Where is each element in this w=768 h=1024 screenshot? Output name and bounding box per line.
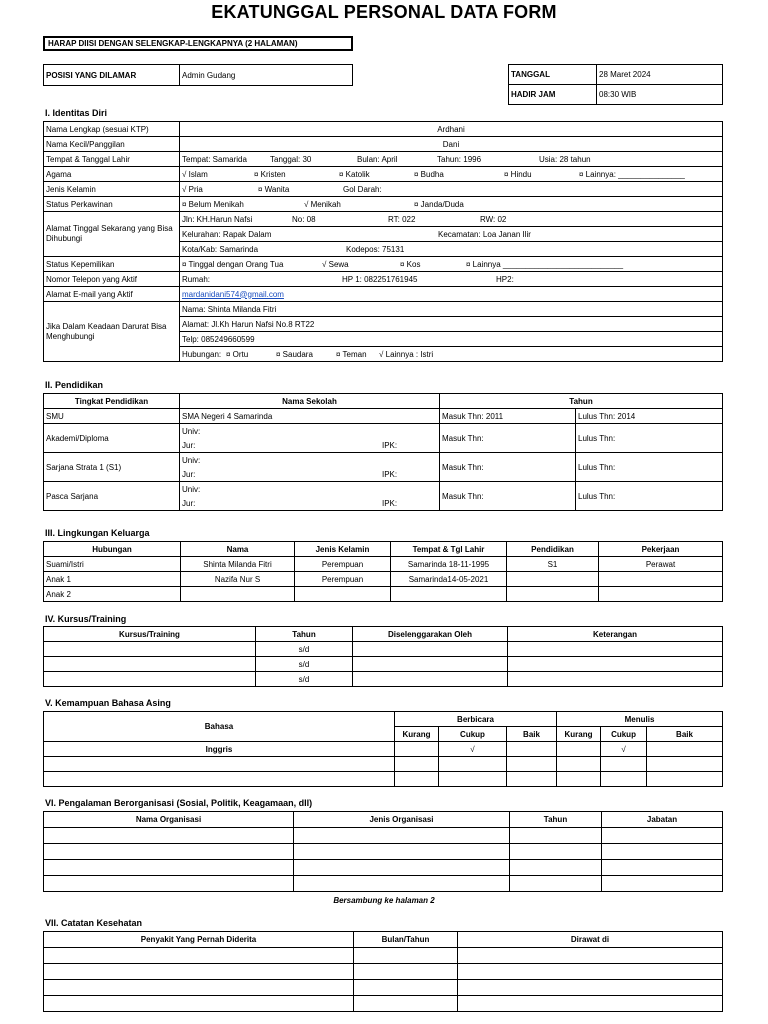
cell[interactable] <box>44 876 294 892</box>
speaking-header: Berbicara <box>395 712 557 727</box>
training-organizer[interactable] <box>353 672 508 687</box>
cell[interactable] <box>458 964 723 980</box>
training-year[interactable]: s/d <box>256 672 353 687</box>
cell[interactable] <box>44 844 294 860</box>
gpa-label: IPK: <box>382 440 398 450</box>
table-row <box>44 948 723 964</box>
family-gender[interactable] <box>295 587 391 602</box>
level-header: Cukup <box>439 727 507 742</box>
education-level-masters: Pasca Sarjana <box>44 482 180 511</box>
religion-label: Agama <box>44 167 180 182</box>
education-header-school: Nama Sekolah <box>180 394 440 409</box>
cell[interactable] <box>44 964 354 980</box>
language-name[interactable] <box>44 757 395 772</box>
date-table <box>508 64 723 105</box>
family-header: Nama <box>181 542 295 557</box>
family-education[interactable]: S1 <box>507 557 599 572</box>
nickname-label: Nama Kecil/Panggilan <box>44 137 180 152</box>
address-label: Alamat Tinggal Sekarang yang Bisa Dihubungi <box>44 212 180 257</box>
cell[interactable] <box>510 844 602 860</box>
cell[interactable] <box>294 844 510 860</box>
family-education[interactable] <box>507 587 599 602</box>
family-header: Tempat & Tgl Lahir <box>391 542 507 557</box>
email-label: Alamat E-mail yang Aktif <box>44 287 180 302</box>
form-title: EKATUNGGAL PERSONAL DATA FORM <box>211 2 557 22</box>
cell[interactable] <box>458 948 723 964</box>
cell[interactable] <box>354 948 458 964</box>
training-name[interactable] <box>44 657 256 672</box>
age: Usia: 28 tahun <box>539 154 591 164</box>
section-training-heading: IV. Kursus/Training <box>45 614 127 624</box>
education-univ[interactable]: Univ: <box>180 424 440 439</box>
table-row <box>44 860 723 876</box>
education-univ[interactable]: Univ: <box>180 453 440 468</box>
education-entry[interactable]: Masuk Thn: <box>440 453 576 482</box>
section-family-heading: III. Lingkungan Keluarga <box>45 528 150 538</box>
mobile-phone-2: HP2: <box>496 274 514 284</box>
training-organizer[interactable] <box>353 657 508 672</box>
speaking-baik[interactable] <box>507 742 557 757</box>
family-name[interactable]: Shinta Milanda Fitri <box>181 557 295 572</box>
cell[interactable] <box>602 828 723 844</box>
cell[interactable] <box>557 772 601 787</box>
birth-label: Tempat & Tanggal Lahir <box>44 152 180 167</box>
cell[interactable] <box>458 996 723 1012</box>
cell[interactable] <box>44 860 294 876</box>
email-link[interactable]: mardanidani574@gmail.com <box>182 289 284 299</box>
table-row <box>44 642 723 657</box>
level-header: Cukup <box>601 727 647 742</box>
family-header: Jenis Kelamin <box>295 542 391 557</box>
cell[interactable] <box>507 772 557 787</box>
gender-option[interactable]: ¤ Wanita <box>258 184 290 194</box>
birth-place: Tempat: Samarida <box>182 154 247 164</box>
ownership-option[interactable]: ¤ Kos <box>400 259 421 269</box>
address-line-1[interactable] <box>180 212 723 227</box>
position-table <box>43 64 353 86</box>
family-gender[interactable]: Perempuan <box>295 557 391 572</box>
health-table <box>43 931 723 1012</box>
cell[interactable] <box>354 980 458 996</box>
education-entry[interactable]: Masuk Thn: <box>440 482 576 511</box>
education-header-level: Tingkat Pendidikan <box>44 394 180 409</box>
instruction-box <box>43 36 353 51</box>
education-major[interactable] <box>180 438 440 453</box>
cell[interactable] <box>601 757 647 772</box>
date-value[interactable]: 28 Maret 2024 <box>597 65 723 85</box>
language-header: Bahasa <box>44 712 395 742</box>
table-row <box>44 587 723 602</box>
family-birth[interactable] <box>391 587 507 602</box>
rw: RW: 02 <box>480 214 507 224</box>
table-row <box>44 996 723 1012</box>
cell[interactable] <box>647 772 723 787</box>
kelurahan: Kelurahan: Rapak Dalam <box>182 229 272 239</box>
health-header: Dirawat di <box>458 932 723 948</box>
gender-label: Jenis Kelamin <box>44 182 180 197</box>
table-row <box>44 657 723 672</box>
table-row <box>44 772 723 787</box>
cell[interactable] <box>510 860 602 876</box>
relation-option[interactable]: ¤ Saudara <box>276 349 313 359</box>
cell[interactable] <box>44 828 294 844</box>
cell[interactable] <box>44 948 354 964</box>
emergency-address[interactable]: Alamat: Jl.Kh Harun Nafsi No.8 RT22 <box>180 317 723 332</box>
family-birth[interactable]: Samarinda 18-11-1995 <box>391 557 507 572</box>
family-relation: Suami/Istri <box>44 557 181 572</box>
education-header-year: Tahun <box>440 394 723 409</box>
family-occupation[interactable] <box>599 572 723 587</box>
training-organizer[interactable] <box>353 642 508 657</box>
family-occupation[interactable]: Perawat <box>599 557 723 572</box>
family-education[interactable] <box>507 572 599 587</box>
ownership-option[interactable]: ¤ Lainnya ___________________________ <box>466 259 624 269</box>
organization-header: Tahun <box>510 812 602 828</box>
ownership-options[interactable] <box>180 257 723 272</box>
family-gender[interactable]: Perempuan <box>295 572 391 587</box>
family-relation: Anak 1 <box>44 572 181 587</box>
writing-baik[interactable] <box>647 742 723 757</box>
marital-options[interactable] <box>180 197 723 212</box>
training-notes[interactable] <box>508 657 723 672</box>
writing-cukup-check[interactable]: √ <box>601 742 647 757</box>
training-table <box>43 626 723 687</box>
rt: RT: 022 <box>388 214 416 224</box>
emergency-phone[interactable]: Telp: 085249660599 <box>180 332 723 347</box>
section-health-heading: VII. Catatan Kesehatan <box>45 918 143 928</box>
level-header: Baik <box>507 727 557 742</box>
cell[interactable] <box>439 772 507 787</box>
cell[interactable] <box>601 772 647 787</box>
table-row <box>44 557 723 572</box>
religion-option[interactable]: ¤ Kristen <box>254 169 286 179</box>
section-organization-heading: VI. Pengalaman Berorganisasi (Sosial, Politik, Keagamaan, dll) <box>45 798 313 808</box>
phone-label: Nomor Telepon yang Aktif <box>44 272 180 287</box>
table-row <box>44 964 723 980</box>
gender-option[interactable]: √ Pria <box>182 184 203 194</box>
education-entry-smu[interactable]: Masuk Thn: 2011 <box>440 409 576 424</box>
training-notes[interactable] <box>508 642 723 657</box>
training-header: Keterangan <box>508 627 723 642</box>
section-education-heading: II. Pendidikan <box>45 380 104 390</box>
organization-header: Jenis Organisasi <box>294 812 510 828</box>
marital-label: Status Perkawinan <box>44 197 180 212</box>
major-label: Jur: <box>182 469 196 479</box>
street: Jln: KH.Harun Nafsi <box>182 214 253 224</box>
education-table <box>43 393 723 511</box>
major-label: Jur: <box>182 498 196 508</box>
table-row <box>44 672 723 687</box>
cell[interactable] <box>602 844 723 860</box>
family-header: Hubungan <box>44 542 181 557</box>
language-table <box>43 711 723 787</box>
religion-option[interactable]: ¤ Katolik <box>339 169 370 179</box>
training-name[interactable] <box>44 672 256 687</box>
speaking-cukup-check[interactable]: √ <box>439 742 507 757</box>
religion-option[interactable]: ¤ Hindu <box>504 169 532 179</box>
education-major[interactable] <box>180 467 440 482</box>
cell[interactable] <box>44 980 354 996</box>
cell[interactable] <box>294 860 510 876</box>
date-label: TANGGAL <box>509 65 597 85</box>
family-header: Pekerjaan <box>599 542 723 557</box>
marital-option[interactable]: √ Menikah <box>304 199 341 209</box>
emergency-name[interactable]: Nama: Shinta Milanda Fitri <box>180 302 723 317</box>
address-line-3[interactable] <box>180 242 723 257</box>
family-name[interactable]: Nazifa Nur S <box>181 572 295 587</box>
education-school-smu[interactable]: SMA Negeri 4 Samarinda <box>180 409 440 424</box>
cell[interactable] <box>354 996 458 1012</box>
house-number: No: 08 <box>292 214 316 224</box>
writing-kurang[interactable] <box>557 742 601 757</box>
table-row <box>44 757 723 772</box>
cell[interactable] <box>44 996 354 1012</box>
level-header: Baik <box>647 727 723 742</box>
family-occupation[interactable] <box>599 587 723 602</box>
health-header: Penyakit Yang Pernah Diderita <box>44 932 354 948</box>
family-name[interactable] <box>181 587 295 602</box>
relation-option[interactable]: √ Lainnya : Istri <box>379 349 434 359</box>
cell[interactable] <box>354 964 458 980</box>
level-header: Kurang <box>395 727 439 742</box>
training-header: Kursus/Training <box>44 627 256 642</box>
relation-option[interactable]: ¤ Ortu <box>226 349 249 359</box>
cell[interactable] <box>395 772 439 787</box>
cell[interactable] <box>510 828 602 844</box>
table-row <box>44 828 723 844</box>
training-year[interactable]: s/d <box>256 657 353 672</box>
training-name[interactable] <box>44 642 256 657</box>
cell[interactable] <box>602 876 723 892</box>
training-header: Diselenggarakan Oleh <box>353 627 508 642</box>
ownership-option[interactable]: √ Sewa <box>322 259 349 269</box>
birth-month: Bulan: April <box>357 154 398 164</box>
training-year[interactable]: s/d <box>256 642 353 657</box>
education-level-s1: Sarjana Strata 1 (S1) <box>44 453 180 482</box>
family-header: Pendidikan <box>507 542 599 557</box>
nickname-value[interactable]: Dani <box>180 137 723 152</box>
gpa-label: IPK: <box>382 498 398 508</box>
writing-header: Menulis <box>557 712 723 727</box>
cell[interactable] <box>507 757 557 772</box>
cell[interactable] <box>557 757 601 772</box>
arrival-value[interactable]: 08:30 WIB <box>597 85 723 105</box>
religion-option[interactable]: ¤ Budha <box>414 169 444 179</box>
marital-option[interactable]: ¤ Janda/Duda <box>414 199 464 209</box>
full-name-value[interactable]: Ardhani <box>180 122 723 137</box>
relation-label: Hubungan: <box>182 349 222 359</box>
full-name-label: Nama Lengkap (sesuai KTP) <box>44 122 180 137</box>
education-level-diploma: Akademi/Diploma <box>44 424 180 453</box>
table-row <box>44 572 723 587</box>
instruction-text: HARAP DIISI DENGAN SELENGKAP-LENGKAPNYA (2 HALAMAN) <box>48 39 298 48</box>
cell[interactable] <box>602 860 723 876</box>
position-label: POSISI YANG DILAMAR <box>44 65 180 86</box>
postal-code: Kodepos: 75131 <box>346 244 405 254</box>
emergency-relation[interactable] <box>180 347 723 362</box>
kecamatan: Kecamatan: Loa Janan Ilir <box>438 229 531 239</box>
education-grad[interactable]: Lulus Thn: <box>576 424 723 453</box>
health-header: Bulan/Tahun <box>354 932 458 948</box>
cell[interactable] <box>439 757 507 772</box>
email-cell[interactable] <box>180 287 723 302</box>
phone-values[interactable] <box>180 272 723 287</box>
continued-note: Bersambung ke halaman 2 <box>333 896 435 905</box>
education-entry[interactable]: Masuk Thn: <box>440 424 576 453</box>
home-phone: Rumah: <box>182 274 211 284</box>
gender-options[interactable] <box>180 182 723 197</box>
organization-header: Nama Organisasi <box>44 812 294 828</box>
education-grad-smu[interactable]: Lulus Thn: 2014 <box>576 409 723 424</box>
birth-year: Tahun: 1996 <box>437 154 482 164</box>
cell[interactable] <box>647 757 723 772</box>
language-name[interactable] <box>44 772 395 787</box>
training-header: Tahun <box>256 627 353 642</box>
ownership-label: Status Kepemilikan <box>44 257 180 272</box>
organization-table <box>43 811 723 892</box>
education-grad[interactable]: Lulus Thn: <box>576 453 723 482</box>
major-label: Jur: <box>182 440 196 450</box>
address-line-2[interactable] <box>180 227 723 242</box>
table-row <box>44 742 723 757</box>
family-table <box>43 541 723 602</box>
cell[interactable] <box>458 980 723 996</box>
religion-options[interactable] <box>180 167 723 182</box>
marital-option[interactable]: ¤ Belum Menikah <box>182 199 244 209</box>
education-level-smu: SMU <box>44 409 180 424</box>
blood-type-label: Gol Darah: <box>343 184 382 194</box>
ownership-option[interactable]: ¤ Tinggal dengan Orang Tua <box>182 259 284 269</box>
level-header: Kurang <box>557 727 601 742</box>
religion-option[interactable]: √ Islam <box>182 169 208 179</box>
birth-value[interactable] <box>180 152 723 167</box>
education-univ[interactable]: Univ: <box>180 482 440 497</box>
education-grad[interactable]: Lulus Thn: <box>576 482 723 511</box>
table-row <box>44 844 723 860</box>
city: Kota/Kab: Samarinda <box>182 244 259 254</box>
table-row <box>44 876 723 892</box>
relation-option[interactable]: ¤ Teman <box>336 349 367 359</box>
cell[interactable] <box>510 876 602 892</box>
religion-option[interactable]: ¤ Lainnya: _______________ <box>579 169 685 179</box>
arrival-label: HADIR JAM <box>509 85 597 105</box>
language-name[interactable]: Inggris <box>44 742 395 757</box>
position-value[interactable]: Admin Gudang <box>180 65 353 86</box>
section-identity-heading: I. Identitas Diri <box>45 108 108 118</box>
section-language-heading: V. Kemampuan Bahasa Asing <box>45 698 171 708</box>
cell[interactable] <box>294 828 510 844</box>
family-relation: Anak 2 <box>44 587 181 602</box>
gpa-label: IPK: <box>382 469 398 479</box>
family-birth[interactable]: Samarinda14-05-2021 <box>391 572 507 587</box>
cell[interactable] <box>294 876 510 892</box>
birth-date: Tanggal: 30 <box>270 154 312 164</box>
education-major[interactable] <box>180 496 440 511</box>
mobile-phone-1: HP 1: 082251761945 <box>342 274 418 284</box>
speaking-kurang[interactable] <box>395 742 439 757</box>
identity-table <box>43 121 723 362</box>
emergency-label: Jika Dalam Keadaan Darurat Bisa Menghubungi <box>44 302 180 362</box>
table-row <box>44 980 723 996</box>
organization-header: Jabatan <box>602 812 723 828</box>
cell[interactable] <box>395 757 439 772</box>
training-notes[interactable] <box>508 672 723 687</box>
